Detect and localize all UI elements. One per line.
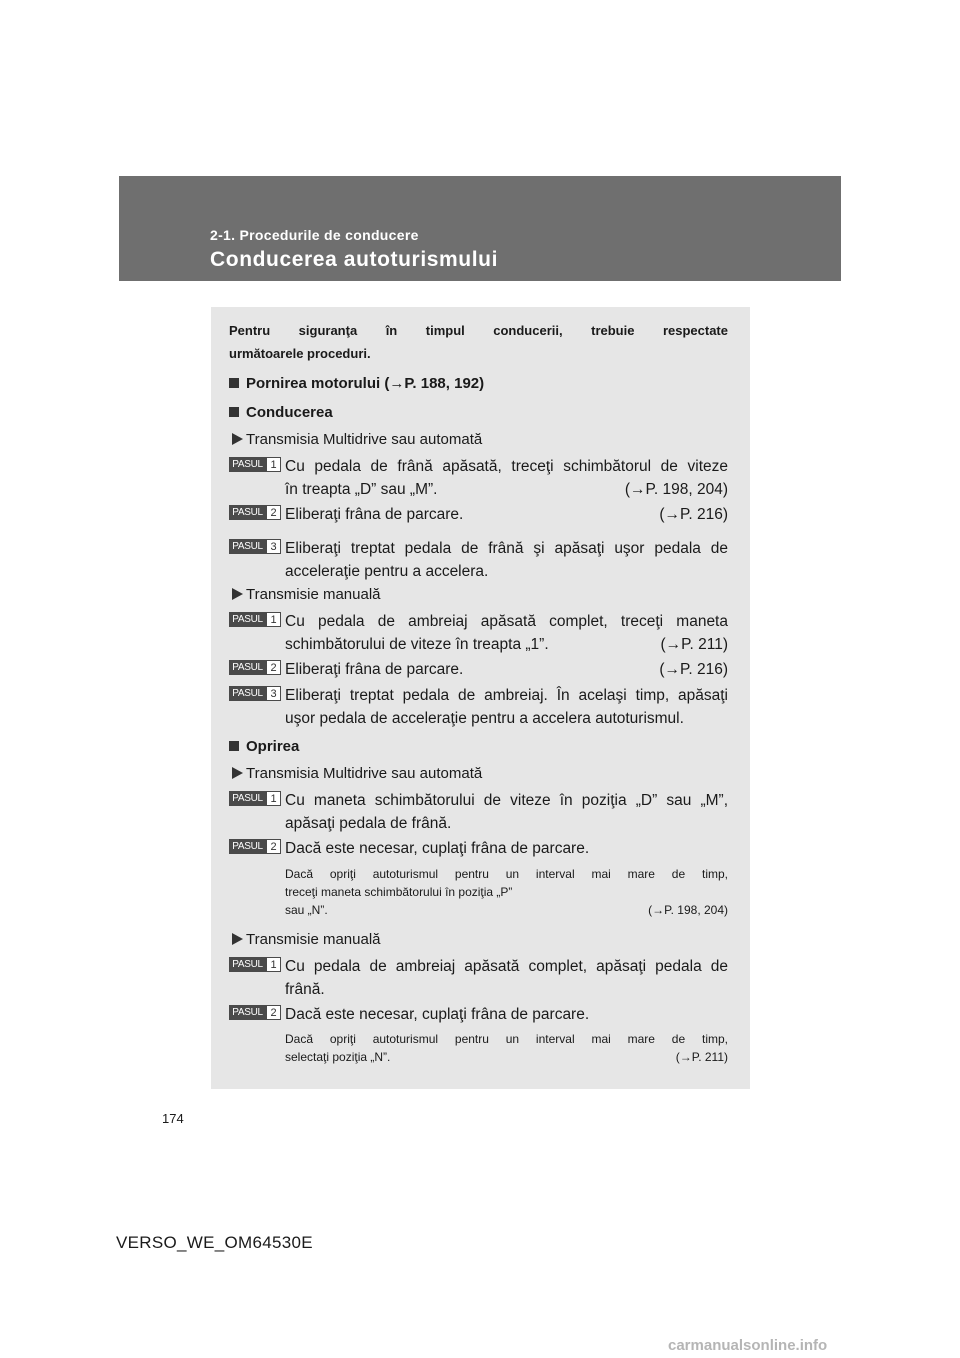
step-label: PASUL	[229, 1005, 266, 1020]
square-bullet-icon	[229, 741, 239, 751]
step-line: uşor pedala de acceleraţie pentru a accelera autoturismul.	[285, 710, 684, 727]
triangle-bullet-icon	[232, 588, 243, 600]
triangle-bullet-icon	[232, 433, 243, 445]
footer-code: VERSO_WE_OM64530E	[116, 1233, 313, 1252]
step-label: PASUL	[229, 791, 266, 806]
triangle-bullet-icon	[232, 933, 243, 945]
step-text	[285, 1003, 728, 1026]
step-line: frână.	[285, 981, 325, 998]
step-line: în treapta „D” sau „M”.	[285, 481, 438, 498]
intro-word: conducerii,	[493, 323, 563, 338]
step-badge	[229, 791, 281, 806]
subheading-text: Transmisie manuală	[246, 931, 381, 948]
intro-text	[229, 319, 728, 365]
intro-word: timpul	[425, 323, 465, 338]
heading-text: Pornirea motorului (→P. 188, 192)	[246, 375, 485, 392]
page-reference: (→P. 198, 204)	[648, 903, 728, 917]
subheading-auto-stopping	[232, 765, 482, 782]
note-line: Dacă opriţi autoturismul pentru un interval mai mare de timp,	[285, 1032, 728, 1046]
square-bullet-icon	[229, 407, 239, 417]
step-line: Cu pedala de ambreiaj apăsată complet, treceţi maneta	[285, 613, 728, 630]
step-label: PASUL	[229, 505, 266, 520]
note-line: sau „N”.	[285, 903, 328, 917]
watermark: carmanualsonline.info	[668, 1337, 828, 1354]
step-line-row	[285, 503, 728, 526]
note-line-row	[285, 901, 728, 919]
subheading-text: Transmisie manuală	[246, 586, 381, 603]
intro-line-2: următoarele proceduri.	[229, 346, 371, 361]
step-line-row	[285, 478, 728, 501]
step-text	[285, 789, 728, 835]
step-number: 2	[266, 839, 281, 854]
subheading-manual-stopping	[232, 931, 381, 948]
triangle-bullet-icon	[232, 767, 243, 779]
page-title: Conducerea autoturismului	[210, 248, 499, 271]
intro-word: siguranţa	[298, 323, 358, 338]
step-text	[285, 455, 728, 501]
subheading-text: Transmisia Multidrive sau automată	[246, 765, 483, 782]
step-badge	[229, 539, 281, 554]
heading-driving	[229, 404, 333, 421]
step-number: 1	[266, 612, 281, 627]
step-line: Dacă este necesar, cuplaţi frâna de parcare.	[285, 1006, 590, 1023]
note-text	[285, 865, 728, 919]
subheading-manual-driving	[232, 586, 381, 603]
note-line: Dacă opriţi autoturismul pentru un interval mai mare de timp,	[285, 867, 728, 881]
intro-word: în	[385, 323, 398, 338]
step-line: Eliberaţi treptat pedala de ambreiaj. În acelaşi timp, apăsaţi	[285, 687, 728, 704]
step-badge	[229, 686, 281, 701]
step-number: 2	[266, 1005, 281, 1020]
step-badge	[229, 1005, 281, 1020]
step-line: schimbătorului de viteze în treapta „1”.	[285, 636, 549, 653]
step-badge	[229, 457, 281, 472]
step-text	[285, 503, 728, 526]
heading-stopping	[229, 738, 299, 755]
step-label: PASUL	[229, 539, 266, 554]
step-number: 3	[266, 539, 281, 554]
square-bullet-icon	[229, 378, 239, 388]
step-line-row	[285, 658, 728, 681]
step-line: Cu maneta schimbătorului de viteze în poziţia „D” sau „M”,	[285, 792, 728, 809]
step-badge	[229, 660, 281, 675]
section-label: 2-1. Procedurile de conducere	[210, 227, 419, 243]
intro-word: respectate	[662, 323, 728, 338]
step-text	[285, 658, 728, 681]
page-number: 174	[162, 1111, 184, 1126]
page-reference: (→P. 198, 204)	[624, 481, 728, 498]
step-label: PASUL	[229, 839, 266, 854]
subheading-auto-driving	[232, 431, 482, 448]
step-line: Eliberaţi frâna de parcare.	[285, 661, 464, 678]
note-line: treceţi maneta schimbătorului în poziţia „P”	[285, 885, 513, 899]
step-line: Cu pedala de ambreiaj apăsată complet, apăsaţi pedala de	[285, 958, 728, 975]
step-line-row	[285, 633, 728, 656]
note-line: selectaţi poziţia „N”.	[285, 1050, 391, 1064]
heading-text: Conducerea	[246, 404, 333, 421]
step-text	[285, 955, 728, 1001]
step-number: 3	[266, 686, 281, 701]
step-number: 2	[266, 660, 281, 675]
intro-word: Pentru	[229, 323, 271, 338]
step-text	[285, 837, 728, 860]
step-text	[285, 684, 728, 730]
step-line: Eliberaţi treptat pedala de frână şi apăsaţi uşor pedala de	[285, 540, 728, 557]
step-badge	[229, 505, 281, 520]
page-reference: (→P. 216)	[659, 661, 728, 678]
step-number: 1	[266, 957, 281, 972]
step-text	[285, 610, 728, 656]
step-label: PASUL	[229, 686, 266, 701]
step-badge	[229, 612, 281, 627]
step-line: acceleraţie pentru a accelera.	[285, 563, 489, 580]
step-badge	[229, 839, 281, 854]
intro-word: trebuie	[591, 323, 635, 338]
page-reference: (→P. 211)	[675, 1050, 728, 1064]
step-number: 1	[266, 791, 281, 806]
step-number: 1	[266, 457, 281, 472]
step-label: PASUL	[229, 612, 266, 627]
step-label: PASUL	[229, 957, 266, 972]
page-reference: (→P. 211)	[660, 636, 728, 653]
step-line: Dacă este necesar, cuplaţi frâna de parcare.	[285, 840, 590, 857]
step-label: PASUL	[229, 457, 266, 472]
step-line: Eliberaţi frâna de parcare.	[285, 506, 464, 523]
step-line: apăsaţi pedala de frână.	[285, 815, 452, 832]
note-text	[285, 1030, 728, 1066]
intro-line-1	[229, 319, 728, 342]
page-reference: (→P. 216)	[659, 506, 728, 523]
step-line: Cu pedala de frână apăsată, treceţi schimbătorul de viteze	[285, 458, 728, 475]
step-badge	[229, 957, 281, 972]
heading-start-engine	[229, 375, 484, 392]
heading-text: Oprirea	[246, 738, 300, 755]
step-label: PASUL	[229, 660, 266, 675]
step-number: 2	[266, 505, 281, 520]
step-text	[285, 537, 728, 583]
note-line-row	[285, 1048, 728, 1066]
subheading-text: Transmisia Multidrive sau automată	[246, 431, 483, 448]
